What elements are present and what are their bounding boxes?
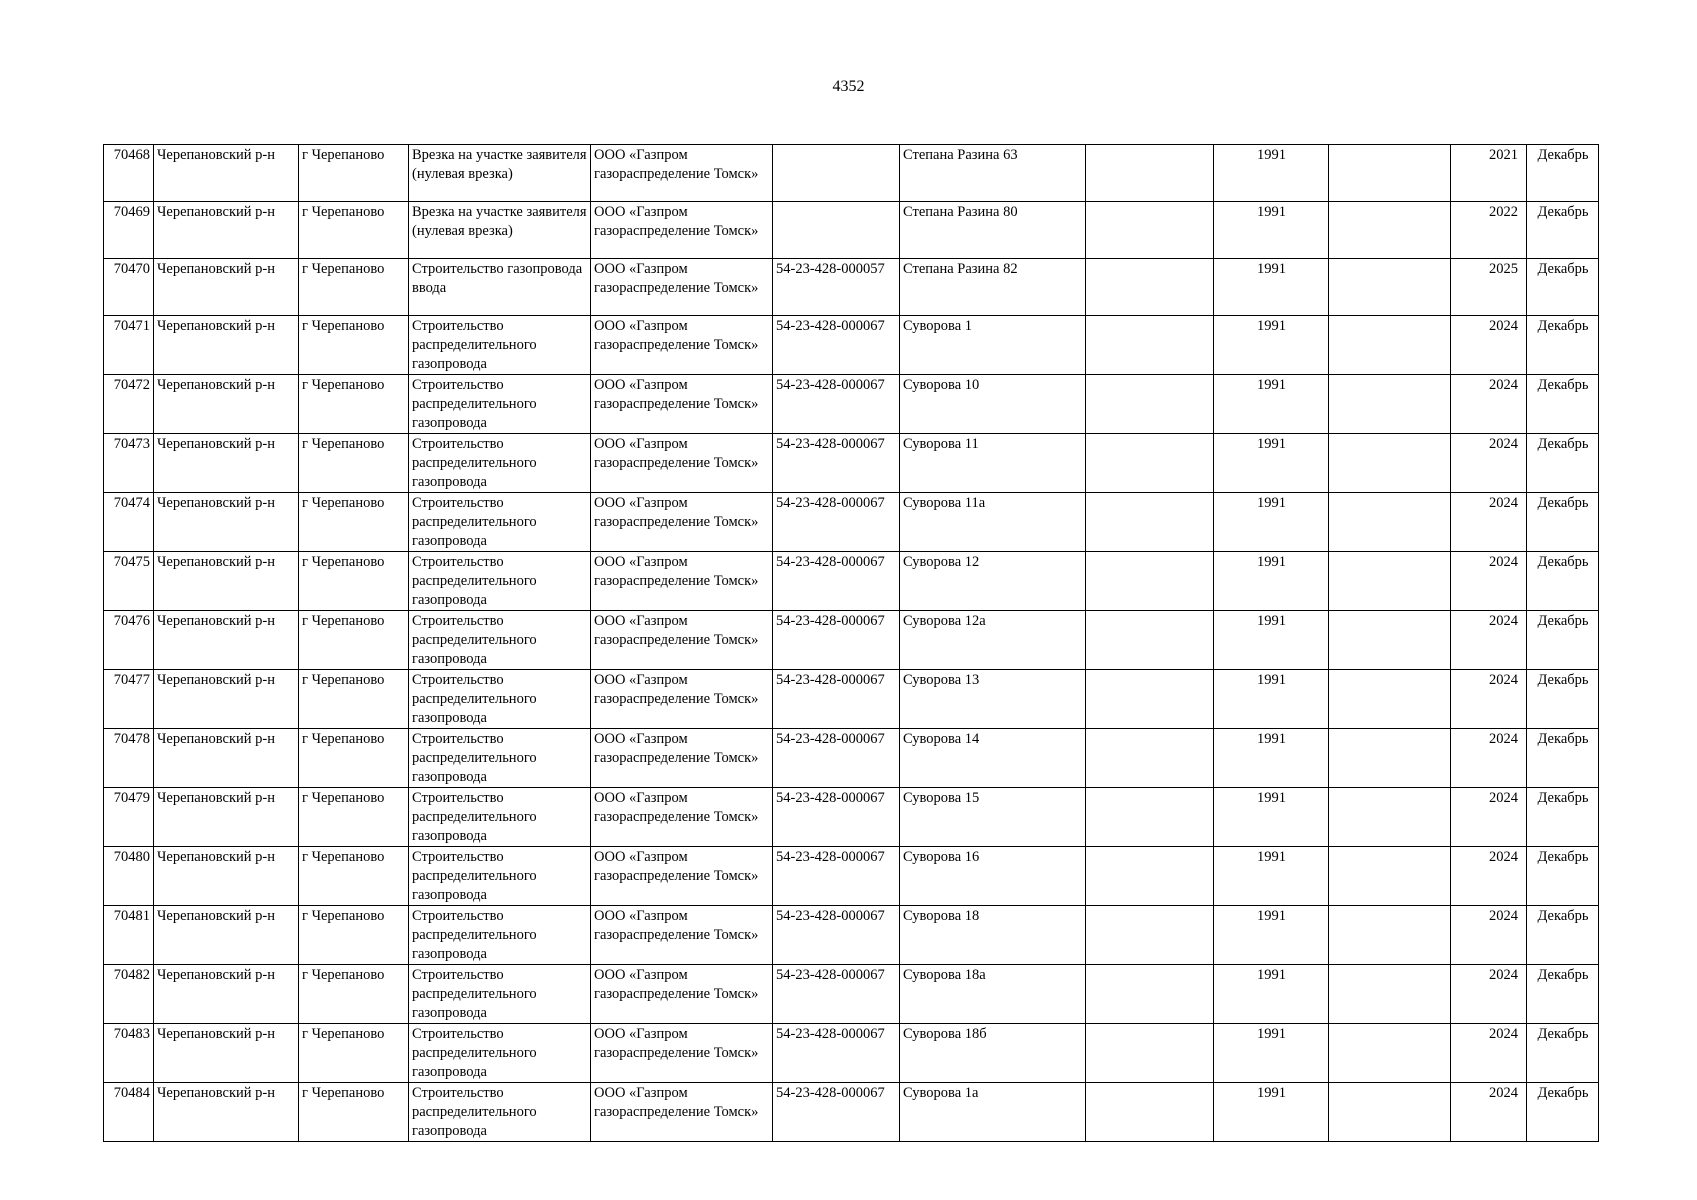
address-cell: Суворова 10 (900, 375, 1086, 434)
registry-code-cell: 54-23-428-000067 (773, 552, 900, 611)
address-cell: Степана Разина 80 (900, 202, 1086, 259)
organization-cell: ООО «Газпром газораспределение Томск» (591, 202, 773, 259)
empty-cell (1329, 906, 1451, 965)
organization-cell: ООО «Газпром газораспределение Томск» (591, 906, 773, 965)
locality-cell: г Черепаново (299, 1083, 409, 1142)
empty-cell (1329, 847, 1451, 906)
registry-code-cell: 54-23-428-000067 (773, 1024, 900, 1083)
year-plan-cell: 2024 (1451, 788, 1527, 847)
district-cell: Черепановский р-н (154, 847, 299, 906)
empty-cell (1329, 729, 1451, 788)
locality-cell: г Черепаново (299, 434, 409, 493)
empty-cell (1086, 847, 1214, 906)
empty-cell (1086, 259, 1214, 316)
table-row (104, 729, 1599, 788)
organization-cell: ООО «Газпром газораспределение Томск» (591, 1024, 773, 1083)
data-table-container (103, 144, 1599, 1142)
address-cell: Суворова 1а (900, 1083, 1086, 1142)
empty-cell (1329, 434, 1451, 493)
district-cell: Черепановский р-н (154, 375, 299, 434)
year-start-cell: 1991 (1214, 145, 1329, 202)
year-plan-cell: 2024 (1451, 375, 1527, 434)
year-plan-cell: 2021 (1451, 145, 1527, 202)
address-cell: Суворова 12 (900, 552, 1086, 611)
year-start-cell: 1991 (1214, 259, 1329, 316)
district-cell: Черепановский р-н (154, 145, 299, 202)
row-number-cell: 70480 (104, 847, 154, 906)
table-row (104, 611, 1599, 670)
year-plan-cell: 2024 (1451, 1083, 1527, 1142)
month-cell: Декабрь (1527, 847, 1599, 906)
address-cell: Суворова 16 (900, 847, 1086, 906)
empty-cell (1329, 552, 1451, 611)
work-type-cell: Строительство распределительного газопровода (409, 729, 591, 788)
address-cell: Суворова 18б (900, 1024, 1086, 1083)
row-number-cell: 70475 (104, 552, 154, 611)
district-cell: Черепановский р-н (154, 788, 299, 847)
row-number-cell: 70471 (104, 316, 154, 375)
work-type-cell: Строительство распределительного газопровода (409, 906, 591, 965)
year-start-cell: 1991 (1214, 906, 1329, 965)
locality-cell: г Черепаново (299, 788, 409, 847)
empty-cell (1086, 965, 1214, 1024)
month-cell: Декабрь (1527, 611, 1599, 670)
address-cell: Суворова 1 (900, 316, 1086, 375)
year-start-cell: 1991 (1214, 729, 1329, 788)
registry-code-cell: 54-23-428-000057 (773, 259, 900, 316)
empty-cell (1086, 316, 1214, 375)
district-cell: Черепановский р-н (154, 1024, 299, 1083)
year-start-cell: 1991 (1214, 552, 1329, 611)
organization-cell: ООО «Газпром газораспределение Томск» (591, 552, 773, 611)
empty-cell (1086, 788, 1214, 847)
empty-cell (1086, 552, 1214, 611)
district-cell: Черепановский р-н (154, 965, 299, 1024)
empty-cell (1086, 1024, 1214, 1083)
year-start-cell: 1991 (1214, 965, 1329, 1024)
year-start-cell: 1991 (1214, 1024, 1329, 1083)
row-number-cell: 70478 (104, 729, 154, 788)
district-cell: Черепановский р-н (154, 1083, 299, 1142)
year-plan-cell: 2024 (1451, 434, 1527, 493)
address-cell: Суворова 13 (900, 670, 1086, 729)
address-cell: Суворова 11а (900, 493, 1086, 552)
organization-cell: ООО «Газпром газораспределение Томск» (591, 434, 773, 493)
work-type-cell: Строительство распределительного газопровода (409, 552, 591, 611)
organization-cell: ООО «Газпром газораспределение Томск» (591, 375, 773, 434)
work-type-cell: Строительство распределительного газопровода (409, 1083, 591, 1142)
work-type-cell: Врезка на участке заявителя (нулевая врезка) (409, 145, 591, 202)
month-cell: Декабрь (1527, 259, 1599, 316)
month-cell: Декабрь (1527, 670, 1599, 729)
table-row (104, 145, 1599, 202)
table-row (104, 965, 1599, 1024)
district-cell: Черепановский р-н (154, 906, 299, 965)
year-plan-cell: 2024 (1451, 493, 1527, 552)
table-row (104, 202, 1599, 259)
row-number-cell: 70477 (104, 670, 154, 729)
table-row (104, 906, 1599, 965)
locality-cell: г Черепаново (299, 316, 409, 375)
row-number-cell: 70469 (104, 202, 154, 259)
empty-cell (1086, 145, 1214, 202)
district-cell: Черепановский р-н (154, 729, 299, 788)
month-cell: Декабрь (1527, 202, 1599, 259)
row-number-cell: 70474 (104, 493, 154, 552)
district-cell: Черепановский р-н (154, 316, 299, 375)
table-row (104, 552, 1599, 611)
year-plan-cell: 2024 (1451, 729, 1527, 788)
year-plan-cell: 2024 (1451, 552, 1527, 611)
table-row (104, 847, 1599, 906)
year-plan-cell: 2025 (1451, 259, 1527, 316)
registry-code-cell: 54-23-428-000067 (773, 434, 900, 493)
address-cell: Суворова 18 (900, 906, 1086, 965)
work-type-cell: Строительство распределительного газопровода (409, 670, 591, 729)
address-cell: Суворова 11 (900, 434, 1086, 493)
registry-code-cell: 54-23-428-000067 (773, 847, 900, 906)
row-number-cell: 70472 (104, 375, 154, 434)
district-cell: Черепановский р-н (154, 611, 299, 670)
year-plan-cell: 2024 (1451, 670, 1527, 729)
district-cell: Черепановский р-н (154, 259, 299, 316)
work-type-cell: Строительство распределительного газопровода (409, 375, 591, 434)
locality-cell: г Черепаново (299, 611, 409, 670)
row-number-cell: 70481 (104, 906, 154, 965)
table-row (104, 493, 1599, 552)
work-type-cell: Строительство газопровода ввода (409, 259, 591, 316)
table-row (104, 670, 1599, 729)
month-cell: Декабрь (1527, 729, 1599, 788)
month-cell: Декабрь (1527, 375, 1599, 434)
empty-cell (1329, 611, 1451, 670)
page-number: 4352 (832, 78, 865, 95)
organization-cell: ООО «Газпром газораспределение Томск» (591, 1083, 773, 1142)
organization-cell: ООО «Газпром газораспределение Томск» (591, 965, 773, 1024)
row-number-cell: 70484 (104, 1083, 154, 1142)
empty-cell (1086, 1083, 1214, 1142)
locality-cell: г Черепаново (299, 965, 409, 1024)
row-number-cell: 70470 (104, 259, 154, 316)
year-plan-cell: 2024 (1451, 847, 1527, 906)
empty-cell (1329, 202, 1451, 259)
table-row (104, 375, 1599, 434)
month-cell: Декабрь (1527, 145, 1599, 202)
empty-cell (1329, 493, 1451, 552)
year-start-cell: 1991 (1214, 847, 1329, 906)
month-cell: Декабрь (1527, 434, 1599, 493)
district-cell: Черепановский р-н (154, 670, 299, 729)
year-plan-cell: 2024 (1451, 965, 1527, 1024)
table-row (104, 434, 1599, 493)
district-cell: Черепановский р-н (154, 202, 299, 259)
locality-cell: г Черепаново (299, 552, 409, 611)
month-cell: Декабрь (1527, 552, 1599, 611)
row-number-cell: 70473 (104, 434, 154, 493)
work-type-cell: Строительство распределительного газопровода (409, 434, 591, 493)
work-type-cell: Строительство распределительного газопровода (409, 965, 591, 1024)
registry-code-cell: 54-23-428-000067 (773, 906, 900, 965)
empty-cell (1086, 729, 1214, 788)
year-start-cell: 1991 (1214, 375, 1329, 434)
registry-code-cell: 54-23-428-000067 (773, 316, 900, 375)
address-cell: Суворова 14 (900, 729, 1086, 788)
empty-cell (1329, 788, 1451, 847)
empty-cell (1329, 965, 1451, 1024)
year-start-cell: 1991 (1214, 611, 1329, 670)
year-start-cell: 1991 (1214, 493, 1329, 552)
table-row (104, 1024, 1599, 1083)
work-type-cell: Строительство распределительного газопровода (409, 611, 591, 670)
month-cell: Декабрь (1527, 493, 1599, 552)
registry-code-cell: 54-23-428-000067 (773, 611, 900, 670)
year-start-cell: 1991 (1214, 316, 1329, 375)
address-cell: Суворова 18а (900, 965, 1086, 1024)
year-plan-cell: 2022 (1451, 202, 1527, 259)
locality-cell: г Черепаново (299, 847, 409, 906)
month-cell: Декабрь (1527, 1083, 1599, 1142)
row-number-cell: 70468 (104, 145, 154, 202)
organization-cell: ООО «Газпром газораспределение Томск» (591, 145, 773, 202)
year-start-cell: 1991 (1214, 670, 1329, 729)
registry-code-cell: 54-23-428-000067 (773, 375, 900, 434)
registry-code-cell: 54-23-428-000067 (773, 1083, 900, 1142)
year-plan-cell: 2024 (1451, 906, 1527, 965)
empty-cell (1086, 493, 1214, 552)
empty-cell (1329, 1083, 1451, 1142)
month-cell: Декабрь (1527, 1024, 1599, 1083)
year-start-cell: 1991 (1214, 1083, 1329, 1142)
organization-cell: ООО «Газпром газораспределение Томск» (591, 316, 773, 375)
empty-cell (1086, 375, 1214, 434)
organization-cell: ООО «Газпром газораспределение Томск» (591, 729, 773, 788)
year-plan-cell: 2024 (1451, 316, 1527, 375)
table-row (104, 316, 1599, 375)
table-row (104, 259, 1599, 316)
month-cell: Декабрь (1527, 965, 1599, 1024)
address-cell: Степана Разина 63 (900, 145, 1086, 202)
district-cell: Черепановский р-н (154, 493, 299, 552)
empty-cell (1086, 670, 1214, 729)
empty-cell (1086, 611, 1214, 670)
organization-cell: ООО «Газпром газораспределение Томск» (591, 847, 773, 906)
empty-cell (1329, 1024, 1451, 1083)
table-row (104, 1083, 1599, 1142)
month-cell: Декабрь (1527, 316, 1599, 375)
organization-cell: ООО «Газпром газораспределение Томск» (591, 259, 773, 316)
year-start-cell: 1991 (1214, 202, 1329, 259)
organization-cell: ООО «Газпром газораспределение Томск» (591, 788, 773, 847)
locality-cell: г Черепаново (299, 729, 409, 788)
locality-cell: г Черепаново (299, 906, 409, 965)
registry-code-cell (773, 145, 900, 202)
organization-cell: ООО «Газпром газораспределение Томск» (591, 670, 773, 729)
address-cell: Суворова 12а (900, 611, 1086, 670)
empty-cell (1086, 906, 1214, 965)
row-number-cell: 70476 (104, 611, 154, 670)
locality-cell: г Черепаново (299, 493, 409, 552)
empty-cell (1086, 434, 1214, 493)
year-start-cell: 1991 (1214, 434, 1329, 493)
registry-code-cell: 54-23-428-000067 (773, 965, 900, 1024)
work-type-cell: Строительство распределительного газопровода (409, 493, 591, 552)
gasification-table (103, 144, 1599, 1142)
row-number-cell: 70483 (104, 1024, 154, 1083)
table-row (104, 788, 1599, 847)
empty-cell (1329, 259, 1451, 316)
registry-code-cell: 54-23-428-000067 (773, 670, 900, 729)
work-type-cell: Строительство распределительного газопровода (409, 847, 591, 906)
empty-cell (1329, 316, 1451, 375)
work-type-cell: Врезка на участке заявителя (нулевая врезка) (409, 202, 591, 259)
registry-code-cell: 54-23-428-000067 (773, 729, 900, 788)
row-number-cell: 70482 (104, 965, 154, 1024)
district-cell: Черепановский р-н (154, 552, 299, 611)
empty-cell (1329, 145, 1451, 202)
locality-cell: г Черепаново (299, 1024, 409, 1083)
year-start-cell: 1991 (1214, 788, 1329, 847)
organization-cell: ООО «Газпром газораспределение Томск» (591, 611, 773, 670)
work-type-cell: Строительство распределительного газопровода (409, 316, 591, 375)
locality-cell: г Черепаново (299, 670, 409, 729)
empty-cell (1329, 670, 1451, 729)
locality-cell: г Черепаново (299, 375, 409, 434)
month-cell: Декабрь (1527, 906, 1599, 965)
registry-code-cell: 54-23-428-000067 (773, 493, 900, 552)
locality-cell: г Черепаново (299, 145, 409, 202)
year-plan-cell: 2024 (1451, 611, 1527, 670)
registry-code-cell: 54-23-428-000067 (773, 788, 900, 847)
locality-cell: г Черепаново (299, 202, 409, 259)
empty-cell (1086, 202, 1214, 259)
address-cell: Степана Разина 82 (900, 259, 1086, 316)
empty-cell (1329, 375, 1451, 434)
month-cell: Декабрь (1527, 788, 1599, 847)
table-body (104, 145, 1599, 1142)
registry-code-cell (773, 202, 900, 259)
district-cell: Черепановский р-н (154, 434, 299, 493)
locality-cell: г Черепаново (299, 259, 409, 316)
work-type-cell: Строительство распределительного газопровода (409, 788, 591, 847)
address-cell: Суворова 15 (900, 788, 1086, 847)
year-plan-cell: 2024 (1451, 1024, 1527, 1083)
row-number-cell: 70479 (104, 788, 154, 847)
organization-cell: ООО «Газпром газораспределение Томск» (591, 493, 773, 552)
work-type-cell: Строительство распределительного газопровода (409, 1024, 591, 1083)
